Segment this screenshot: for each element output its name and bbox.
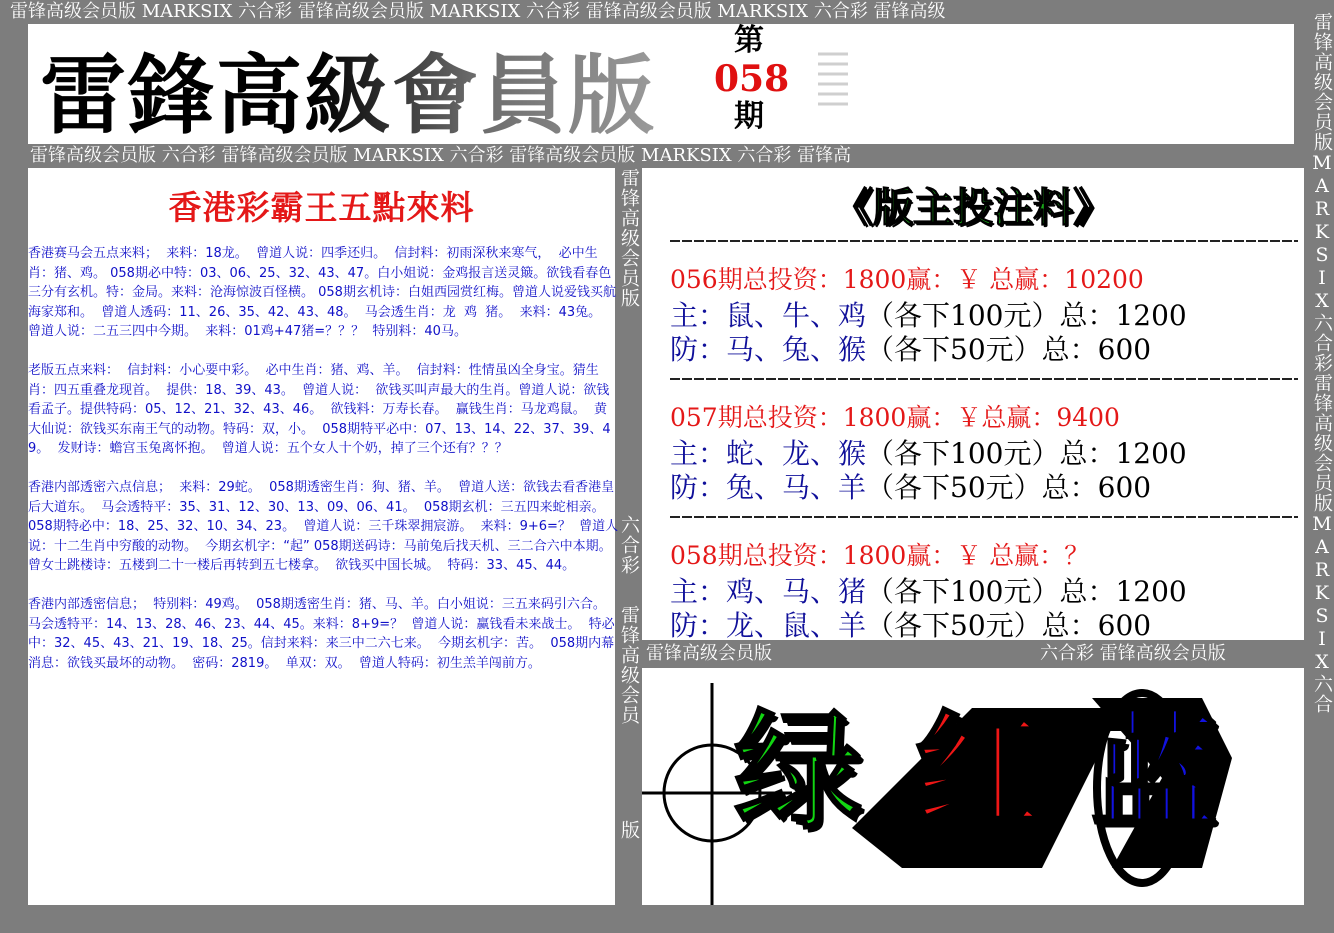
right-bet-panel	[642, 168, 1304, 640]
paragraph-4: 香港内部透密信息； 特别料：49鸡。 058期透密生肖：猪、马、羊。白小姐说：三五来码引六合。 马会透特平：14、13、28、46、23、44、45。来料：8+9=？ 曾道人说：赢钱看未来战士。 特必中：32、45、43、21、19、18、25。信封来料：来三中二六七来。 今期玄机字：苦。 058期内幕消息：欲钱买最坏的动物。 密码：2819。 单双：双。 曾道人特码：初生羔羊闯前方。	[28, 597, 615, 671]
bet-main-note: （各下100元）总：1200	[866, 299, 1187, 332]
bet-def-note: （各下50元）总：600	[866, 333, 1152, 366]
bet-def-note: （各下50元）总：600	[866, 609, 1152, 642]
bet-def-label: 防：龙、鼠、羊	[670, 609, 867, 642]
bet-main-note: （各下100元）总：1200	[866, 437, 1187, 470]
bet-056-head: 056期总投资：1800赢：￥ 总赢：10200	[670, 265, 1144, 294]
bet-main-label: 主：鼠、牛、鸡	[670, 299, 867, 332]
bet-056-def	[670, 328, 1151, 368]
bet-main-label: 主：鸡、马、猪	[670, 575, 867, 608]
bet-def-label: 防：马、兔、猴	[670, 333, 867, 366]
paragraph-3: 香港内部透密六点信息； 来料：29蛇。 058期透密生肖：狗、猪、羊。 曾道人送：欲钱去看香港皇后大道东。 马会透特平：35、31、12、30、13、09、06、41。 058期玄机：三五四来蛇相亲。 058期特必中：18、25、32、10、34、23。 曾道人说：三千珠翠拥宸游。 来料：9+6=？ 曾道人说：十二生肖中穷酸的动物。 今期玄机字：“起” 058期送码诗：马前兔后找天机、三二合六中本期。 曾女士跳楼诗：五楼到二十一楼后再转到五七楼拿。 欲钱买中国长城。 特码：33、45、44。	[28, 480, 620, 573]
bet-057-head: 057期总投资：1800赢：￥总赢：9400	[670, 403, 1120, 432]
center-strip-low: 雷锋高级会员	[618, 605, 640, 725]
logo-blue-char: 蓝	[1090, 697, 1219, 847]
right-panel-title: 《版主投注料》	[833, 184, 1113, 231]
issue-prefix: 第	[734, 23, 764, 58]
paragraph-1: 香港赛马会五点来料； 来料：18龙。 曾道人说：四季还归。 信封料：初雨深秋来寒气， 必中生肖：猪、鸡。 058期必中特：03、06、25、32、43、47。白小姐说：金鸡报言送灵簸。欲钱看春色三分有玄机。特：金局。来料：沧海惊波百怪横。 058期玄机诗：白姐西园赏红梅。曾道人说爱钱买航海家郑和。 曾道人透码：11、26、35、42、43、48。 马会透生肖：龙 鸡 猪。 来料：43兔。 曾道人说：二五三四中今期。 来料：01鸡+47猪=？？？ 特别料：40马。	[28, 246, 616, 339]
divider-3	[670, 516, 1298, 518]
center-strip-mid: 六合彩	[618, 515, 640, 575]
decor-pattern-icon	[808, 34, 928, 144]
bottom-margin	[0, 905, 1304, 933]
bet-058-head: 058期总投资：1800赢：￥ 总赢：？	[670, 541, 1090, 570]
center-strip-top: 雷锋高级会员版	[618, 168, 640, 308]
paragraph-2: 老版五点来料： 信封料：小心要中彩。 必中生肖：猪、鸡、羊。 信封料：性情虽凶全身宝。猜生肖：四五重叠龙现首。 提供：18、39、43。 曾道人说： 欲钱买叫声最大的生肖。曾道人说：欲钱看孟子。提供特码：05、12、21、32、43、46。 欲钱料：万寿长春。 赢钱生肖：马龙鸡鼠。 黄大仙说：欲钱买东南王气的动物。特码：双，小。 058期特平必中：07、13、14、22、37、39、49。 发财诗：蟾宫玉兔离怀抱。 曾道人说：五个女人十个奶，掉了三个还有？？？	[28, 363, 611, 456]
center-strip-bottom: 版	[618, 820, 640, 840]
right-edge-strip: 雷锋高级会员版MARKSIX六合彩雷锋高级会员版MARKSIX六合	[1311, 12, 1333, 714]
logo-strip-left: 雷锋高级会员版	[646, 643, 772, 664]
divider-2	[670, 378, 1298, 380]
divider-1	[670, 240, 1298, 242]
left-content-panel	[28, 168, 620, 905]
top-banner-strip: 雷锋高级会员版 MARKSIX 六合彩 雷锋高级会员版 MARKSIX 六合彩 雷锋高级会员版 MARKSIX 六合彩 雷锋高级	[10, 1, 946, 22]
issue-number-block	[714, 23, 790, 134]
header-panel	[28, 24, 1294, 144]
bet-main-note: （各下100元）总：1200	[866, 575, 1187, 608]
main-title: 雷鋒高級會員版	[40, 26, 656, 150]
mid-banner-strip: 雷锋高级会员版 六合彩 雷锋高级会员版 MARKSIX 六合彩 雷锋高级会员版 MARKSIX 六合彩 雷锋高	[30, 145, 852, 166]
logo-strip-right: 六合彩 雷锋高级会员版	[1040, 643, 1226, 664]
issue-number: 058	[714, 58, 790, 100]
logo-green-char: 绿	[734, 697, 863, 847]
bet-def-note: （各下50元）总：600	[866, 471, 1152, 504]
issue-suffix: 期	[734, 99, 764, 134]
bet-058-def	[670, 604, 1151, 644]
left-panel-title: 香港彩霸王五點來料	[168, 188, 475, 227]
logo-panel	[642, 668, 1304, 905]
bet-def-label: 防：兔、马、羊	[670, 471, 867, 504]
left-panel-text	[28, 244, 620, 693]
logo-red-char: 红	[914, 697, 1043, 847]
bet-057-def	[670, 466, 1151, 506]
bet-main-label: 主：蛇、龙、猴	[670, 437, 867, 470]
